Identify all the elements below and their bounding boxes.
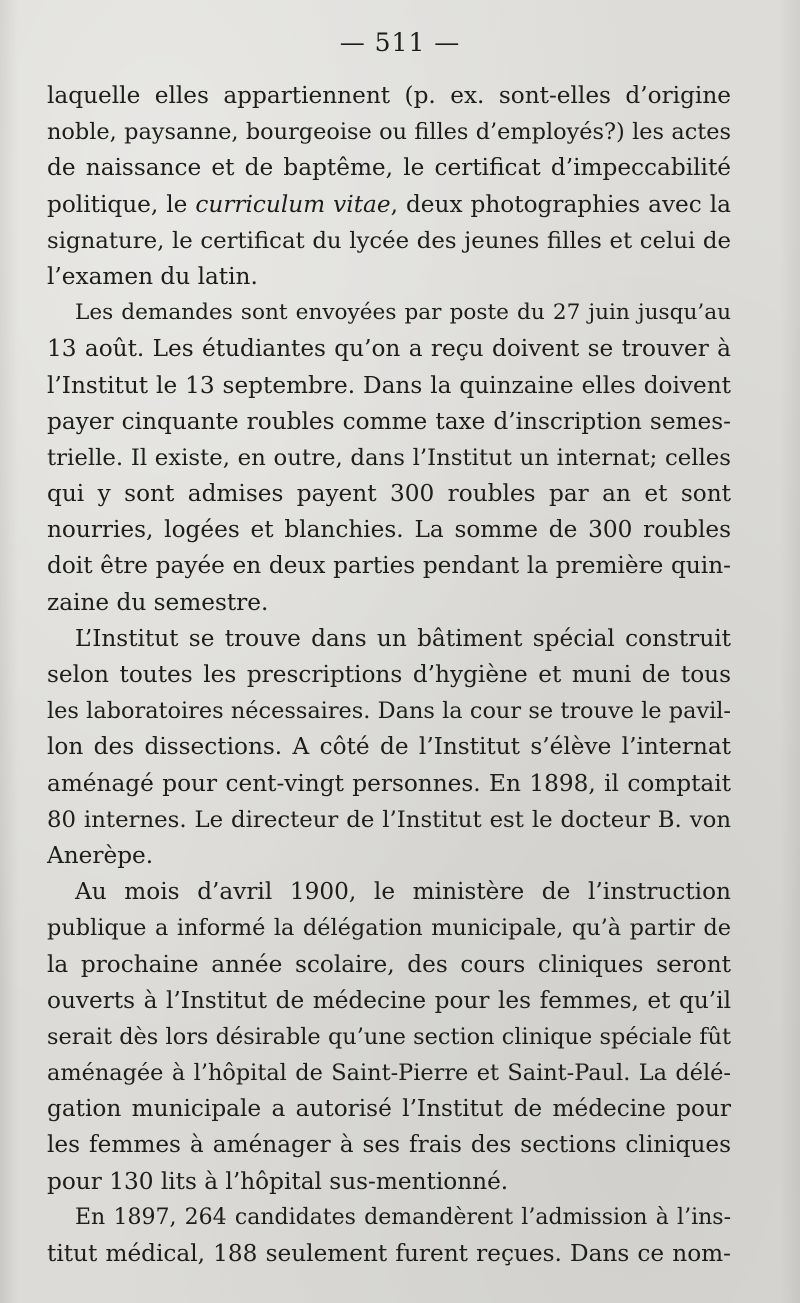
text-line: payer cinquante roubles comme taxe d’inscription semes-	[47, 407, 731, 435]
text-line: gation municipale a autorisé l’Institut de médecine pour	[47, 1095, 731, 1123]
text-line: la prochaine année scolaire, des cours cliniques seront	[47, 950, 731, 978]
text-line: 13 août. Les étudiantes qu’on a reçu doivent se trouver à	[47, 335, 731, 363]
text-line: En 1897, 264 candidates demandèrent l’admission à l’ins-	[75, 1204, 731, 1230]
text-line: trielle. Il existe, en outre, dans l’Institut un internat; celles	[47, 444, 731, 471]
body-text	[47, 78, 731, 1272]
text-line: publique a informé la délégation municipale, qu’à partir de	[47, 915, 731, 942]
text-line: Anerèpe.	[47, 841, 154, 869]
text-line: zaine du semestre.	[47, 588, 269, 616]
text-line: selon toutes les prescriptions d’hygiène et muni de tous	[47, 661, 731, 688]
text-line: L’Institut se trouve dans un bâtiment spécial construit	[75, 624, 731, 652]
text-line: lon des dissections. A côté de l’Institut s’élève l’internat	[47, 733, 731, 761]
text-line: aménagée à l’hôpital de Saint-Pierre et Saint-Paul. La délé-	[47, 1060, 731, 1087]
text-line: nourries, logées et blanchies. La somme de 300 roubles	[47, 516, 731, 544]
text-line: aménagé pour cent-vingt personnes. En 1898, il comptait	[47, 769, 731, 797]
text-line: l’examen du latin.	[47, 262, 258, 290]
text-line: ouverts à l’Institut de médecine pour les femmes, et qu’il	[47, 986, 731, 1014]
text-line: pour 130 lits à l’hôpital sus-mentionné.	[47, 1167, 509, 1195]
text-line: l’Institut le 13 septembre. Dans la quinzaine elles doivent	[47, 371, 731, 399]
text-line: 80 internes. Le directeur de l’Institut est le docteur B. von	[47, 806, 731, 833]
paragraph	[47, 78, 731, 295]
text-line: qui y sont admises payent 300 roubles par an et sont	[47, 480, 731, 508]
text-line: de naissance et de baptême, le certificat d’impeccabilité	[47, 154, 731, 182]
text-line: Au mois d’avril 1900, le ministère de l’instruction	[75, 878, 731, 906]
text-line: doit être payée en deux parties pendant la première quin-	[47, 552, 731, 580]
text-line: laquelle elles appartiennent (p. ex. sont-elles d’origine	[47, 82, 731, 109]
text-line: serait dès lors désirable qu’une section clinique spéciale fût	[47, 1023, 731, 1050]
paragraph	[47, 1200, 731, 1272]
italic-term: curriculum vitae	[195, 190, 391, 218]
text-line: politique, le curriculum vitae, deux photographies avec la	[47, 190, 731, 218]
text-line: noble, paysanne, bourgeoise ou filles d’employés?) les actes	[47, 119, 731, 146]
paragraph	[47, 295, 731, 621]
text-line: Les demandes sont envoyées par poste du 27 juin jusqu’au	[75, 300, 731, 326]
page-number: — 511 —	[339, 28, 461, 57]
text-line: titut médical, 188 seulement furent reçues. Dans ce nom-	[47, 1240, 731, 1267]
paragraph	[47, 621, 731, 874]
text-line: signature, le certificat du lycée des jeunes filles et celui de	[47, 227, 731, 254]
text-line: les femmes à aménager à ses frais des sections cliniques	[47, 1131, 731, 1159]
paragraph	[47, 874, 731, 1200]
text-line: les laboratoires nécessaires. Dans la cour se trouve le pavil-	[47, 698, 731, 725]
